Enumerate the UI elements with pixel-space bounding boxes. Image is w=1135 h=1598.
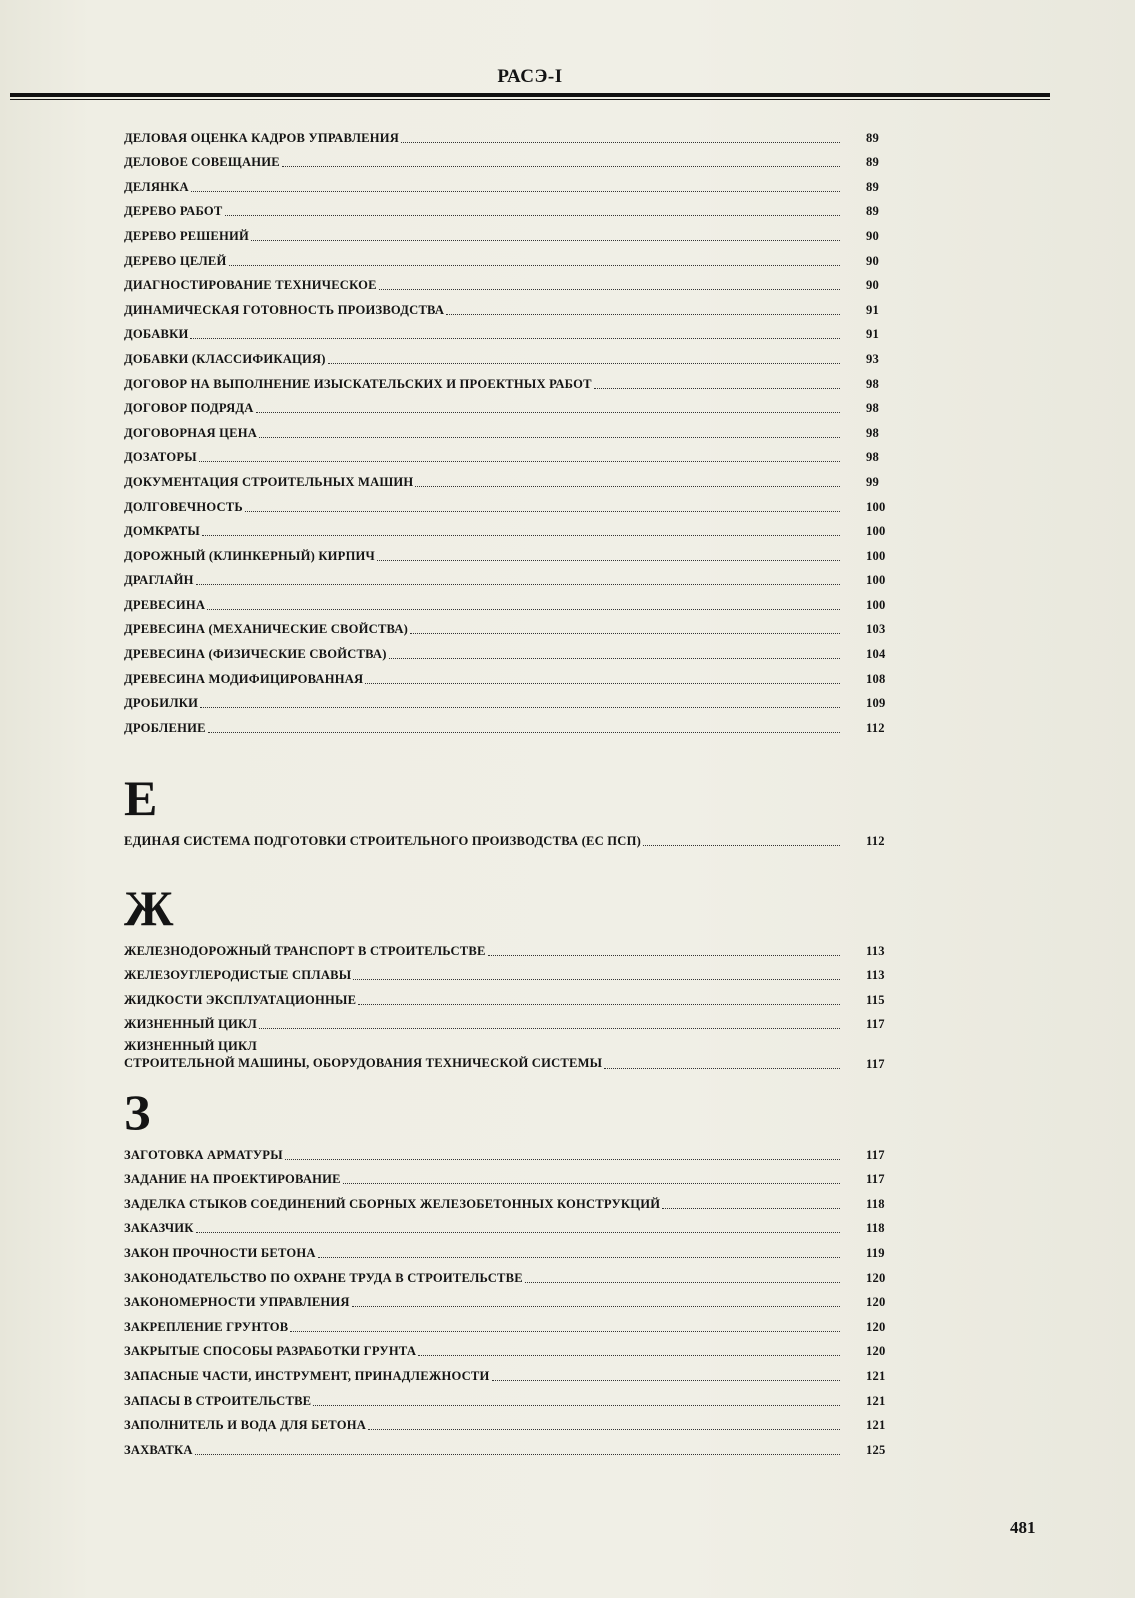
entry-label: ДЕРЕВО ЦЕЛЕЙ	[124, 253, 227, 268]
dot-leader	[379, 289, 840, 290]
entry-page: 119	[866, 1245, 885, 1260]
index-entry	[124, 1032, 894, 1072]
entry-page: 100	[866, 573, 886, 588]
dot-leader	[377, 560, 840, 561]
header-rule-thick	[10, 93, 1050, 97]
entry-page: 99	[866, 474, 879, 489]
index-entry	[124, 1261, 894, 1286]
dot-leader	[525, 1282, 840, 1283]
dot-leader	[196, 584, 840, 585]
index-entry	[124, 1409, 894, 1434]
entry-label: ЗАГОТОВКА АРМАТУРЫ	[124, 1147, 283, 1162]
entry-label: ЗАПАСНЫЕ ЧАСТИ, ИНСТРУМЕНТ, ПРИНАДЛЕЖНОСТИ	[124, 1368, 490, 1383]
entry-label: ДОГОВОР ПОДРЯДА	[124, 401, 254, 416]
index-entry	[124, 465, 894, 490]
entry-label: ДРЕВЕСИНА (МЕХАНИЧЕСКИЕ СВОЙСТВА)	[124, 622, 409, 637]
dot-leader	[229, 265, 840, 266]
entry-page: 113	[866, 943, 885, 958]
dot-leader	[662, 1208, 840, 1209]
index-entry	[124, 1384, 894, 1409]
section-letter: Е	[124, 770, 158, 826]
index-entry	[124, 711, 894, 736]
entry-page: 121	[866, 1418, 886, 1433]
index-entry	[124, 1359, 894, 1384]
entry-page: 109	[866, 696, 886, 711]
index-entry	[124, 1187, 894, 1212]
entry-label: ДЕРЕВО РЕШЕНИЙ	[124, 228, 250, 243]
index-section-d	[124, 121, 894, 736]
entry-label: ДОГОВОРНАЯ ЦЕНА	[124, 425, 258, 440]
index-entry	[124, 170, 894, 195]
section-entries	[124, 934, 894, 1032]
dot-leader	[643, 845, 840, 846]
entry-page: 89	[866, 179, 879, 194]
index-entry	[124, 1433, 894, 1458]
index-entry	[124, 318, 894, 343]
entry-page: 89	[866, 204, 879, 219]
dot-leader	[352, 1306, 840, 1307]
entry-page: 89	[866, 130, 879, 145]
dot-leader	[191, 191, 840, 192]
entry-label: ДОРОЖНЫЙ (КЛИНКЕРНЫЙ) КИРПИЧ	[124, 548, 375, 563]
entry-label: ЗАКОНОМЕРНОСТИ УПРАВЛЕНИЯ	[124, 1295, 350, 1310]
entry-label: ЗАКРЫТЫЕ СПОСОБЫ РАЗРАБОТКИ ГРУНТА	[124, 1344, 417, 1359]
index-entry	[124, 219, 894, 244]
dot-leader	[199, 461, 840, 462]
index-entry	[124, 1236, 894, 1261]
entry-label: ЖЕЛЕЗОУГЛЕРОДИСТЫЕ СПЛАВЫ	[124, 968, 352, 983]
entry-page: 98	[866, 425, 879, 440]
index-entry	[124, 195, 894, 220]
entry-label-line2: СТРОИТЕЛЬНОЙ МАШИНЫ, ОБОРУДОВАНИЯ ТЕХНИЧЕСКОЙ СИСТЕМЫ	[124, 1056, 603, 1071]
index-entry	[124, 244, 894, 269]
dot-leader	[328, 363, 840, 364]
entry-label	[124, 1038, 602, 1072]
index-entry	[124, 1335, 894, 1360]
page-number: 481	[1010, 1518, 1036, 1537]
index-entry	[124, 269, 894, 294]
index-entry	[124, 515, 894, 540]
index-entry	[124, 983, 894, 1008]
entry-page: 117	[866, 1172, 885, 1187]
dot-leader	[256, 412, 840, 413]
entry-page: 112	[866, 720, 885, 735]
index-entry	[124, 1008, 894, 1033]
entry-label: ДЕРЕВО РАБОТ	[124, 204, 223, 219]
entry-label: ДРОБЛЕНИЕ	[124, 720, 206, 735]
entry-page: 100	[866, 597, 886, 612]
entry-page: 89	[866, 155, 879, 170]
entry-page: 125	[866, 1442, 886, 1457]
dot-leader	[415, 486, 840, 487]
entry-label: ДОКУМЕНТАЦИЯ СТРОИТЕЛЬНЫХ МАШИН	[124, 474, 414, 489]
index-entry	[124, 392, 894, 417]
index-entry	[124, 662, 894, 687]
entry-label: ЗАДЕЛКА СТЫКОВ СОЕДИНЕНИЙ СБОРНЫХ ЖЕЛЕЗОБЕТОННЫХ КОНСТРУКЦИЙ	[124, 1196, 661, 1211]
entry-label: ДРОБИЛКИ	[124, 696, 199, 711]
entry-page: 103	[866, 622, 886, 637]
dot-leader	[604, 1068, 840, 1069]
entry-label: ЗАПАСЫ В СТРОИТЕЛЬСТВЕ	[124, 1393, 312, 1408]
dot-leader	[418, 1355, 840, 1356]
dot-leader	[365, 683, 840, 684]
entry-page: 113	[866, 968, 885, 983]
entry-label: ЗАКОНОДАТЕЛЬСТВО ПО ОХРАНЕ ТРУДА В СТРОИТЕЛЬСТВЕ	[124, 1270, 523, 1285]
entry-page: 118	[866, 1221, 885, 1236]
section-entries	[124, 824, 894, 849]
dot-leader	[190, 338, 840, 339]
index-entry	[124, 416, 894, 441]
index-entry	[124, 146, 894, 171]
entry-label: ДОЗАТОРЫ	[124, 450, 197, 465]
index-entry	[124, 613, 894, 638]
entry-page: 91	[866, 302, 879, 317]
index-section-z	[124, 1082, 894, 1458]
entry-page: 90	[866, 278, 879, 293]
dot-leader	[389, 658, 840, 659]
dot-leader	[318, 1257, 840, 1258]
dot-leader	[195, 1454, 840, 1455]
dot-leader	[446, 314, 840, 315]
index-entry	[124, 959, 894, 984]
index-entry	[124, 1212, 894, 1237]
dot-leader	[208, 732, 840, 733]
entry-page: 117	[866, 1057, 885, 1072]
entry-page: 117	[866, 1017, 885, 1032]
dot-leader	[200, 707, 840, 708]
entry-page: 117	[866, 1147, 885, 1162]
index-entry	[124, 1163, 894, 1188]
entry-label: ЗАКАЗЧИК	[124, 1221, 194, 1236]
dot-leader	[410, 633, 840, 634]
index-entry	[124, 687, 894, 712]
entry-label: ЖИЗНЕННЫЙ ЦИКЛ	[124, 1017, 257, 1032]
dot-leader	[290, 1331, 840, 1332]
dot-leader	[225, 215, 840, 216]
dot-leader	[282, 166, 840, 167]
dot-leader	[259, 1028, 840, 1029]
index-entry	[124, 637, 894, 662]
entry-label: ДРЕВЕСИНА МОДИФИЦИРОВАННАЯ	[124, 671, 364, 686]
entry-page: 120	[866, 1319, 886, 1334]
entry-label: ДОБАВКИ (КЛАССИФИКАЦИЯ)	[124, 351, 326, 366]
entry-label: ДЕЛОВОЕ СОВЕЩАНИЕ	[124, 155, 280, 170]
index-entry	[124, 121, 894, 146]
dot-leader	[594, 388, 840, 389]
entry-page: 121	[866, 1368, 886, 1383]
entry-label: ДРЕВЕСИНА	[124, 597, 206, 612]
entry-label: ЗАДАНИЕ НА ПРОЕКТИРОВАНИЕ	[124, 1172, 341, 1187]
index-entry	[124, 564, 894, 589]
index-entry	[124, 1138, 894, 1163]
index-entry	[124, 824, 894, 849]
dot-leader	[196, 1232, 840, 1233]
dot-leader	[245, 511, 840, 512]
dot-leader	[401, 142, 840, 143]
entry-label: ДЕЛЯНКА	[124, 179, 189, 194]
entry-page: 121	[866, 1393, 886, 1408]
entry-page: 120	[866, 1270, 886, 1285]
entry-label: ДРАГЛАЙН	[124, 573, 194, 588]
entry-label: ДИНАМИЧЕСКАЯ ГОТОВНОСТЬ ПРОИЗВОДСТВА	[124, 302, 445, 317]
index-entry	[124, 934, 894, 959]
dot-leader	[343, 1183, 840, 1184]
entry-page: 100	[866, 499, 886, 514]
index-entry	[124, 293, 894, 318]
index-entry	[124, 490, 894, 515]
dot-leader	[488, 955, 840, 956]
dot-leader	[492, 1380, 840, 1381]
entry-page: 120	[866, 1344, 886, 1359]
header-rule-thin	[10, 99, 1050, 100]
index-entry	[124, 367, 894, 392]
entry-page: 118	[866, 1196, 885, 1211]
entry-page: 98	[866, 450, 879, 465]
entry-label: ЗАПОЛНИТЕЛЬ И ВОДА ДЛЯ БЕТОНА	[124, 1418, 367, 1433]
entry-page: 112	[866, 833, 885, 848]
dot-leader	[313, 1405, 840, 1406]
entry-label: ДОБАВКИ	[124, 327, 189, 342]
entry-page: 120	[866, 1295, 886, 1310]
entry-label: ЗАКРЕПЛЕНИЕ ГРУНТОВ	[124, 1319, 289, 1334]
index-section-zh	[124, 878, 894, 1072]
entry-page: 98	[866, 401, 879, 416]
dot-leader	[368, 1429, 840, 1430]
dot-leader	[353, 979, 840, 980]
entry-page: 100	[866, 548, 886, 563]
entry-page: 100	[866, 524, 886, 539]
section-entries	[124, 1138, 894, 1458]
running-header: РАСЭ-I	[497, 66, 563, 87]
index-entry	[124, 1310, 894, 1335]
entry-page: 93	[866, 351, 879, 366]
index-entry	[124, 588, 894, 613]
entry-label: ДОЛГОВЕЧНОСТЬ	[124, 499, 243, 514]
entry-label: ДИАГНОСТИРОВАНИЕ ТЕХНИЧЕСКОЕ	[124, 278, 377, 293]
index-entry	[124, 342, 894, 367]
entry-page: 104	[866, 647, 886, 662]
entry-page: 90	[866, 228, 879, 243]
dot-leader	[251, 240, 840, 241]
entry-page: 98	[866, 376, 879, 391]
entry-label: ЗАКОН ПРОЧНОСТИ БЕТОНА	[124, 1245, 316, 1260]
dot-leader	[207, 609, 840, 610]
entry-page: 91	[866, 327, 879, 342]
index-entry	[124, 1286, 894, 1311]
entry-page: 90	[866, 253, 879, 268]
entry-label: ДОМКРАТЫ	[124, 524, 200, 539]
dot-leader	[202, 535, 840, 536]
entry-label: ДЕЛОВАЯ ОЦЕНКА КАДРОВ УПРАВЛЕНИЯ	[124, 130, 400, 145]
section-letter: З	[124, 1084, 151, 1140]
dot-leader	[285, 1159, 840, 1160]
entry-page: 115	[866, 992, 885, 1007]
entry-label: ДОГОВОР НА ВЫПОЛНЕНИЕ ИЗЫСКАТЕЛЬСКИХ И ПРОЕКТНЫХ РАБОТ	[124, 376, 592, 391]
index-entry	[124, 539, 894, 564]
entry-label: ДРЕВЕСИНА (ФИЗИЧЕСКИЕ СВОЙСТВА)	[124, 647, 387, 662]
entry-page: 108	[866, 671, 886, 686]
section-letter: Ж	[124, 880, 174, 936]
dot-leader	[358, 1004, 840, 1005]
entry-label: ЖЕЛЕЗНОДОРОЖНЫЙ ТРАНСПОРТ В СТРОИТЕЛЬСТВЕ	[124, 943, 486, 958]
entry-label: ЕДИНАЯ СИСТЕМА ПОДГОТОВКИ СТРОИТЕЛЬНОГО ПРОИЗВОДСТВА (ЕС ПСП)	[124, 833, 641, 848]
dot-leader	[259, 437, 840, 438]
entry-label: ЖИДКОСТИ ЭКСПЛУАТАЦИОННЫЕ	[124, 992, 357, 1007]
entry-label-line1: ЖИЗНЕННЫЙ ЦИКЛ	[124, 1039, 257, 1054]
index-entry	[124, 441, 894, 466]
entry-label: ЗАХВАТКА	[124, 1442, 193, 1457]
index-section-e	[124, 768, 894, 849]
